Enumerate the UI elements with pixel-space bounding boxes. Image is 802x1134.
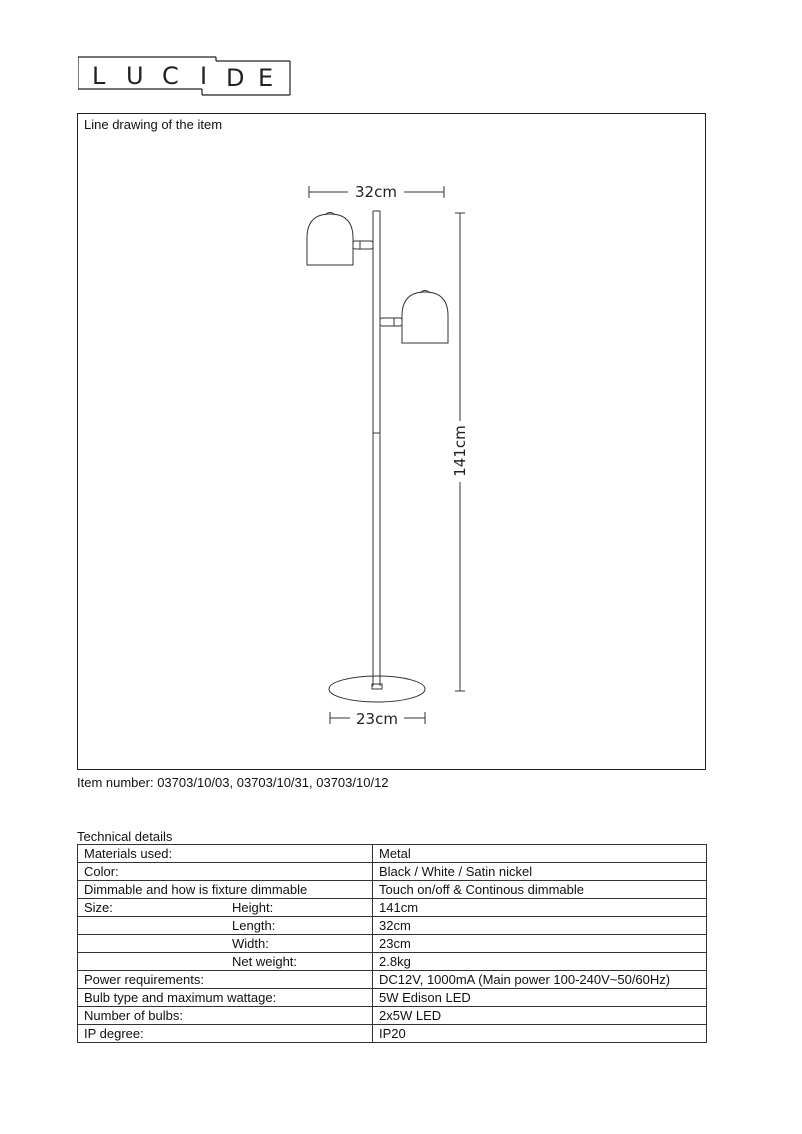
- technical-details-table: [77, 844, 707, 1043]
- table-row: [78, 1007, 707, 1025]
- logo-letter: U: [126, 62, 144, 90]
- spec-label-cell: [78, 845, 373, 863]
- height-dimension-label: 141cm: [451, 425, 469, 477]
- spec-value: 23cm: [373, 935, 707, 953]
- spec-value: 2.8kg: [373, 953, 707, 971]
- logo-letter: E: [258, 64, 274, 92]
- width-dimension-label: 32cm: [355, 183, 397, 201]
- drawing-caption: Line drawing of the item: [84, 117, 223, 132]
- spec-value: IP20: [373, 1025, 707, 1043]
- spec-label-cell: [78, 971, 373, 989]
- base-dimension-label: 23cm: [356, 710, 398, 728]
- spec-label-cell: [78, 863, 373, 881]
- table-row: [78, 953, 707, 971]
- table-row: [78, 899, 707, 917]
- spec-value: Black / White / Satin nickel: [373, 863, 707, 881]
- logo-letter: C: [162, 62, 179, 90]
- spec-label-cell: [78, 1007, 373, 1025]
- spec-label-cell: [78, 953, 373, 971]
- table-row: [78, 1025, 707, 1043]
- spec-value: 32cm: [373, 917, 707, 935]
- lamp-line-drawing: [78, 114, 705, 769]
- spec-label-cell: [78, 917, 373, 935]
- spec-label: Size:: [84, 900, 113, 915]
- spec-sublabel: Height:: [232, 900, 274, 915]
- table-row: [78, 845, 707, 863]
- spec-label-cell: [78, 881, 373, 899]
- spec-label: IP degree:: [84, 1026, 144, 1041]
- spec-label-cell: [78, 989, 373, 1007]
- lucide-logo: [78, 56, 292, 94]
- spec-value: Metal: [373, 845, 707, 863]
- spec-label: Number of bulbs:: [84, 1008, 183, 1023]
- spec-label-cell: [78, 899, 373, 917]
- logo-letter: I: [200, 62, 208, 90]
- table-row: [78, 971, 707, 989]
- spec-label: Bulb type and maximum wattage:: [84, 990, 277, 1005]
- spec-label: Color:: [84, 864, 119, 879]
- spec-value: 5W Edison LED: [373, 989, 707, 1007]
- spec-label: Power requirements:: [84, 972, 204, 987]
- spec-sublabel: Length:: [232, 918, 276, 933]
- spec-value: 2x5W LED: [373, 1007, 707, 1025]
- spec-label-cell: [78, 1025, 373, 1043]
- logo-letter: D: [226, 64, 245, 92]
- table-row: [78, 935, 707, 953]
- table-row: [78, 881, 707, 899]
- spec-value: DC12V, 1000mA (Main power 100-240V~50/60Hz): [373, 971, 707, 989]
- table-row: [78, 917, 707, 935]
- spec-value: 141cm: [373, 899, 707, 917]
- spec-label: Dimmable and how is fixture dimmable: [84, 882, 308, 897]
- spec-label: Materials used:: [84, 846, 173, 861]
- table-row: [78, 863, 707, 881]
- spec-sublabel: Net weight:: [232, 954, 298, 969]
- line-drawing-panel: [77, 113, 706, 770]
- spec-value: Touch on/off & Continous dimmable: [373, 881, 707, 899]
- technical-details-heading: Technical details: [77, 829, 173, 844]
- spec-label-cell: [78, 935, 373, 953]
- spec-sublabel: Width:: [232, 936, 269, 951]
- logo-letter: L: [92, 62, 106, 90]
- item-number: Item number: 03703/10/03, 03703/10/31, 03703/10/12: [77, 775, 389, 790]
- table-row: [78, 989, 707, 1007]
